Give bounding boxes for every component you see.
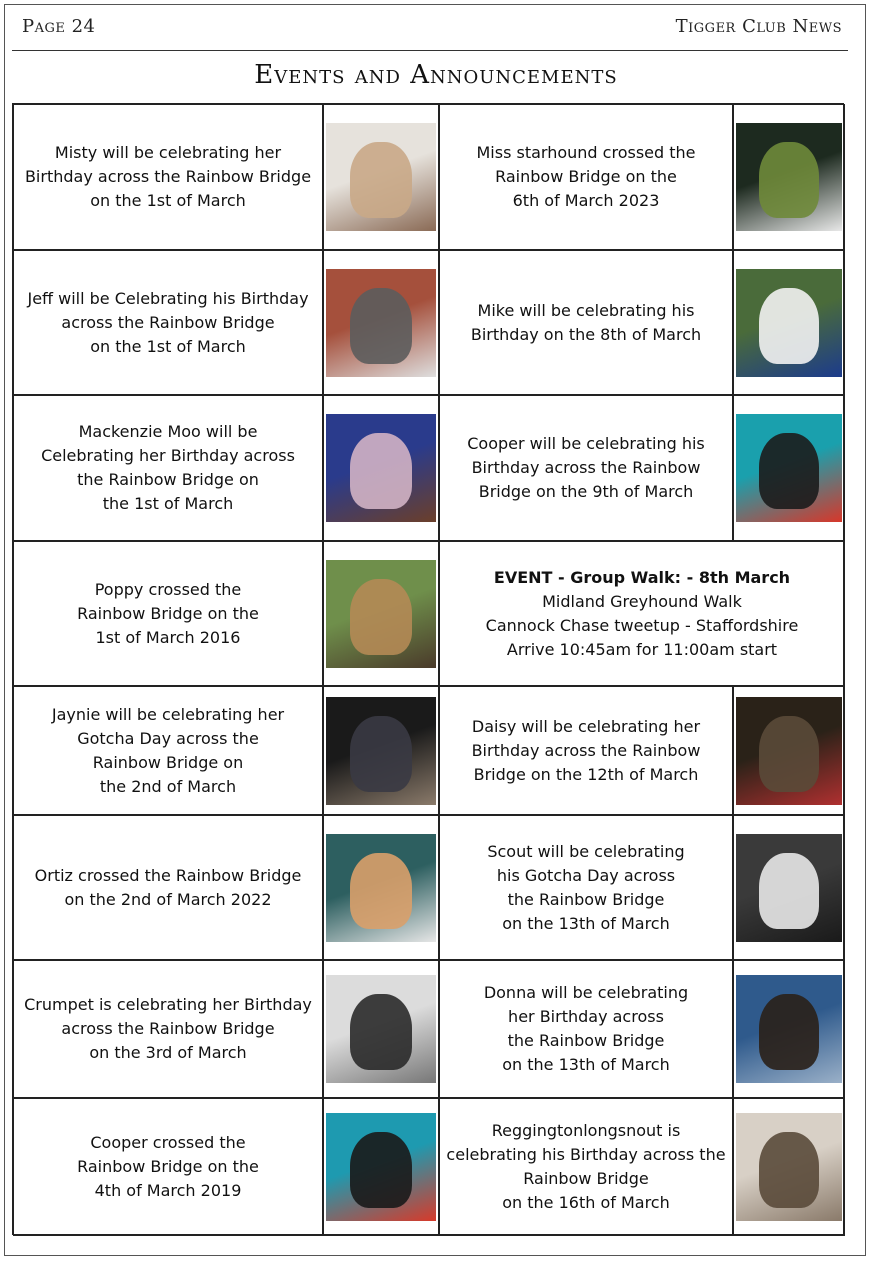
photo-subject bbox=[350, 288, 412, 364]
announcement-message: Midland Greyhound Walk Cannock Chase tweetup - Staffordshire Arrive 10:45am for 11:00am start bbox=[485, 591, 799, 659]
greyhound-white-with-ball-photo bbox=[736, 123, 842, 231]
announcement-message: Crumpet is celebrating her Birthday across the Rainbow Bridge on the 3rd of March bbox=[24, 995, 312, 1062]
announcement-text bbox=[439, 250, 733, 395]
event-title: EVENT - Group Walk: - 8th March bbox=[493, 567, 791, 587]
announcement-text bbox=[13, 815, 323, 960]
announcement-message: Ortiz crossed the Rainbow Bridge on the 2nd of March 2022 bbox=[34, 865, 302, 909]
photo-subject bbox=[350, 579, 412, 655]
photo-subject bbox=[350, 142, 412, 218]
dog-in-blankets-photo bbox=[326, 414, 436, 522]
announcement-text bbox=[13, 960, 323, 1098]
announcement-message: Daisy will be celebrating her Birthday across the Rainbow Bridge on the 12th of March bbox=[471, 716, 701, 784]
announcement-text bbox=[13, 686, 323, 815]
photo-subject bbox=[350, 994, 412, 1070]
tan-dog-on-grass-photo bbox=[326, 560, 436, 668]
announcement-text bbox=[13, 250, 323, 395]
black-greyhound-bw-photo-photo bbox=[326, 975, 436, 1083]
announcement-text bbox=[13, 541, 323, 686]
announcement-message: Scout will be celebrating his Gotcha Day across the Rainbow Bridge on the 13th of March bbox=[487, 841, 685, 933]
photo-subject bbox=[759, 994, 818, 1070]
announcement-text bbox=[439, 104, 733, 250]
black-dog-on-blue-photo bbox=[736, 975, 842, 1083]
man-with-mascot-photo bbox=[736, 269, 842, 377]
announcement-message: Reggingtonlongsnout is celebrating his Birthday across the Rainbow Bridge on the 16th of March bbox=[446, 1121, 726, 1212]
photo-subject bbox=[350, 433, 412, 509]
greyhound-fawn-photo bbox=[326, 123, 436, 231]
announcement-text bbox=[439, 960, 733, 1098]
announcement-message: Cooper crossed the Rainbow Bridge on the 4th of March 2019 bbox=[77, 1133, 259, 1200]
announcement-message: Cooper will be celebrating his Birthday across the Rainbow Bridge on the 9th of March bbox=[467, 434, 705, 501]
greyhound-grey-scarf-photo bbox=[326, 269, 436, 377]
announcement-text bbox=[439, 395, 733, 541]
announcement-message: Poppy crossed the Rainbow Bridge on the 1st of March 2016 bbox=[77, 579, 259, 647]
announcement-message: Misty will be celebrating her Birthday across the Rainbow Bridge on the 1st of March bbox=[24, 143, 312, 210]
announcement-text bbox=[439, 1098, 733, 1236]
photo-subject bbox=[350, 853, 412, 929]
announcement-message: Jeff will be Celebrating his Birthday across the Rainbow Bridge on the 1st of March bbox=[27, 288, 309, 356]
ginger-cat-on-cushion-photo bbox=[326, 834, 436, 942]
announcement-text bbox=[13, 1098, 323, 1236]
page-title: Events and Announcements bbox=[254, 60, 618, 90]
announcement-message: Mike will be celebrating his Birthday on the 8th of March bbox=[470, 300, 702, 344]
announcement-message: Miss starhound crossed the Rainbow Bridge on the 6th of March 2023 bbox=[476, 143, 696, 210]
announcement-text bbox=[13, 395, 323, 541]
collie-red-bandana-photo bbox=[326, 1113, 436, 1221]
black-greyhound-profile-photo bbox=[736, 697, 842, 805]
photo-subject bbox=[759, 716, 818, 792]
brindle-greyhound-photo bbox=[736, 1113, 842, 1221]
announcement-text bbox=[13, 104, 323, 250]
page-number: Page 24 bbox=[22, 16, 96, 37]
photo-subject bbox=[759, 433, 818, 509]
photo-subject bbox=[759, 142, 818, 218]
photo-subject bbox=[759, 288, 818, 364]
event-announcement bbox=[439, 541, 845, 686]
announcement-message: Mackenzie Moo will be Celebrating her Birthday across the Rainbow Bridge on the 1st of March bbox=[41, 422, 295, 513]
photo-subject bbox=[350, 1132, 412, 1208]
announcements-grid bbox=[12, 103, 844, 1235]
publication-name: Tigger Club News bbox=[675, 16, 842, 37]
white-black-greyhound-photo bbox=[736, 834, 842, 942]
photo-subject bbox=[759, 1132, 818, 1208]
collie-blue-background-photo bbox=[736, 414, 842, 522]
photo-subject bbox=[759, 853, 818, 929]
header-rule bbox=[12, 50, 848, 51]
announcement-message: Jaynie will be celebrating her Gotcha Day across the Rainbow Bridge on the 2nd of March bbox=[51, 704, 285, 796]
announcement-text bbox=[439, 686, 733, 815]
announcement-message: Donna will be celebrating her Birthday across the Rainbow Bridge on the 13th of March bbox=[483, 983, 689, 1074]
photo-subject bbox=[350, 716, 412, 792]
announcement-text bbox=[439, 815, 733, 960]
black-greyhound-on-bed-photo bbox=[326, 697, 436, 805]
